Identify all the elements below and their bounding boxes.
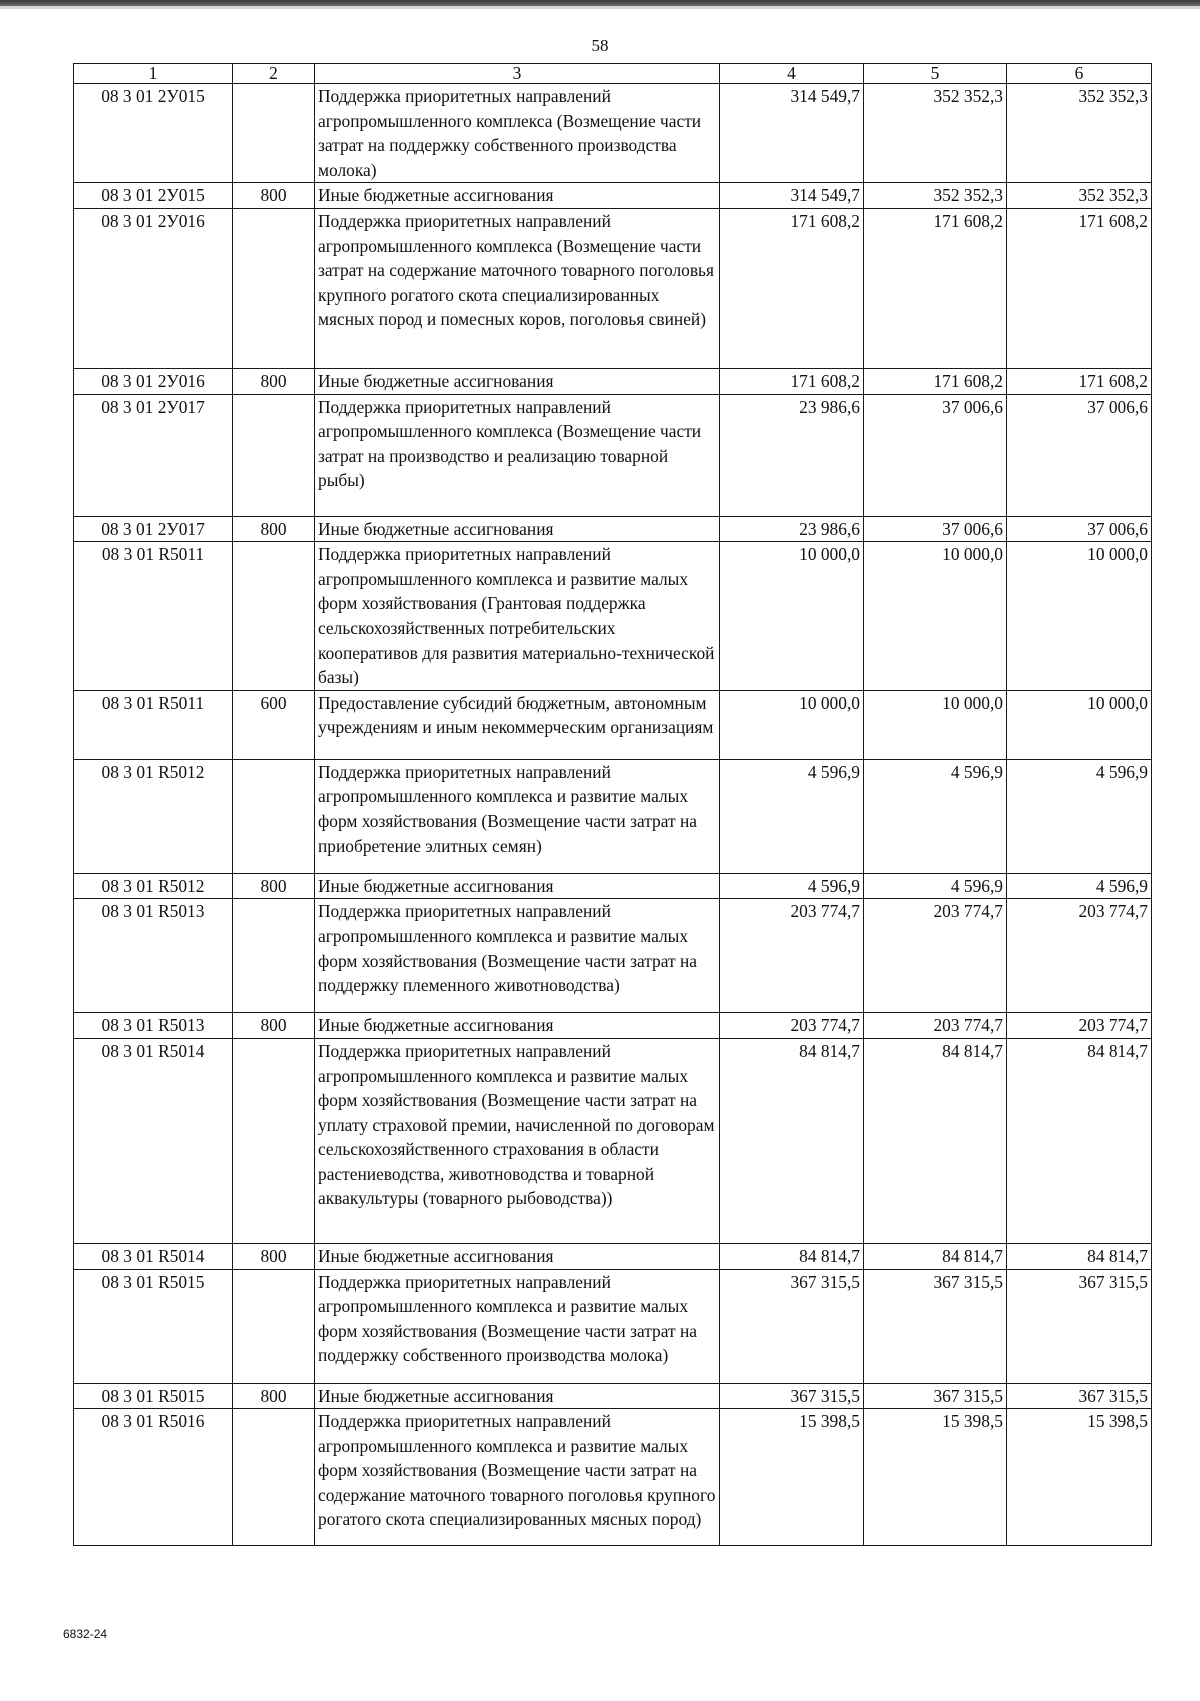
code-cell: 08 3 01 2У016 [74, 368, 233, 394]
amount-col5-cell: 203 774,7 [864, 1013, 1007, 1039]
name-cell: Иные бюджетные ассигнования [315, 1013, 720, 1039]
table-row [74, 84, 1152, 183]
expense-type-cell: 800 [233, 516, 315, 542]
amount-col6-cell: 84 814,7 [1007, 1038, 1152, 1243]
amount-col5-cell: 367 315,5 [864, 1269, 1007, 1383]
amount-col6-cell: 367 315,5 [1007, 1269, 1152, 1383]
code-cell: 08 3 01 R5014 [74, 1038, 233, 1243]
amount-col4-cell: 203 774,7 [720, 899, 864, 1013]
expense-type-cell: 800 [233, 1013, 315, 1039]
expense-type-cell: 800 [233, 1243, 315, 1269]
column-header: 5 [864, 64, 1007, 84]
code-cell: 08 3 01 2У015 [74, 183, 233, 209]
expense-type-cell [233, 1038, 315, 1243]
amount-col6-cell: 352 352,3 [1007, 183, 1152, 209]
amount-col6-cell: 10 000,0 [1007, 542, 1152, 691]
table-row [74, 542, 1152, 691]
amount-col4-cell: 171 608,2 [720, 368, 864, 394]
expense-type-cell: 800 [233, 873, 315, 899]
amount-col4-cell: 314 549,7 [720, 84, 864, 183]
name-cell: Поддержка приоритетных направлений агропромышленного комплекса и развитие малых форм хозяйствования (Возмещение части затрат на содержание маточного товарного поголовья крупного рогатого скота специализированных мясных пород) [315, 1409, 720, 1546]
table-row [74, 183, 1152, 209]
table-row [74, 873, 1152, 899]
amount-col4-cell: 367 315,5 [720, 1383, 864, 1409]
table-row [74, 1409, 1152, 1546]
amount-col5-cell: 203 774,7 [864, 899, 1007, 1013]
code-cell: 08 3 01 R5016 [74, 1409, 233, 1546]
name-cell: Поддержка приоритетных направлений агропромышленного комплекса (Возмещение части затрат на производство и реализацию товарной рыбы) [315, 394, 720, 516]
amount-col5-cell: 367 315,5 [864, 1383, 1007, 1409]
scan-edge-shadow [0, 6, 1200, 9]
name-cell: Поддержка приоритетных направлений агропромышленного комплекса (Возмещение части затрат на поддержку собственного производства молока) [315, 84, 720, 183]
expense-type-cell [233, 84, 315, 183]
name-cell: Иные бюджетные ассигнования [315, 873, 720, 899]
amount-col5-cell: 352 352,3 [864, 84, 1007, 183]
table-row [74, 759, 1152, 873]
amount-col4-cell: 15 398,5 [720, 1409, 864, 1546]
amount-col4-cell: 23 986,6 [720, 516, 864, 542]
budget-table [73, 63, 1152, 1546]
column-header: 4 [720, 64, 864, 84]
name-cell: Предоставление субсидий бюджетным, автономным учреждениям и иным некоммерческим организациям [315, 690, 720, 759]
expense-type-cell [233, 542, 315, 691]
amount-col6-cell: 352 352,3 [1007, 84, 1152, 183]
amount-col5-cell: 4 596,9 [864, 759, 1007, 873]
amount-col4-cell: 4 596,9 [720, 759, 864, 873]
name-cell: Поддержка приоритетных направлений агропромышленного комплекса и развитие малых форм хозяйствования (Грантовая поддержка сельскохозяйственных потребительских кооперативов для развития материально-технической базы) [315, 542, 720, 691]
code-cell: 08 3 01 R5014 [74, 1243, 233, 1269]
amount-col5-cell: 171 608,2 [864, 368, 1007, 394]
expense-type-cell: 800 [233, 1383, 315, 1409]
expense-type-cell [233, 759, 315, 873]
table-row [74, 208, 1152, 368]
code-cell: 08 3 01 R5012 [74, 759, 233, 873]
name-cell: Иные бюджетные ассигнования [315, 516, 720, 542]
column-header: 2 [233, 64, 315, 84]
code-cell: 08 3 01 2У017 [74, 516, 233, 542]
amount-col6-cell: 84 814,7 [1007, 1243, 1152, 1269]
amount-col4-cell: 171 608,2 [720, 208, 864, 368]
amount-col4-cell: 23 986,6 [720, 394, 864, 516]
table-row [74, 690, 1152, 759]
amount-col5-cell: 84 814,7 [864, 1038, 1007, 1243]
page-number: 58 [591, 36, 609, 55]
name-cell: Поддержка приоритетных направлений агропромышленного комплекса и развитие малых форм хозяйствования (Возмещение части затрат на приобретение элитных семян) [315, 759, 720, 873]
expense-type-cell [233, 1269, 315, 1383]
amount-col6-cell: 10 000,0 [1007, 690, 1152, 759]
column-number-row [74, 64, 1152, 84]
amount-col5-cell: 37 006,6 [864, 394, 1007, 516]
amount-col4-cell: 10 000,0 [720, 690, 864, 759]
expense-type-cell: 800 [233, 183, 315, 209]
column-header: 1 [74, 64, 233, 84]
expense-type-cell: 800 [233, 368, 315, 394]
amount-col4-cell: 10 000,0 [720, 542, 864, 691]
table-row [74, 1038, 1152, 1243]
expense-type-cell: 600 [233, 690, 315, 759]
amount-col4-cell: 84 814,7 [720, 1243, 864, 1269]
name-cell: Поддержка приоритетных направлений агропромышленного комплекса (Возмещение части затрат на содержание маточного товарного поголовья крупного рогатого скота специализированных мясных пород и помесных коров, поголовья свиней) [315, 208, 720, 368]
expense-type-cell [233, 394, 315, 516]
amount-col6-cell: 37 006,6 [1007, 516, 1152, 542]
amount-col6-cell: 15 398,5 [1007, 1409, 1152, 1546]
column-header: 6 [1007, 64, 1152, 84]
code-cell: 08 3 01 R5011 [74, 542, 233, 691]
amount-col6-cell: 4 596,9 [1007, 873, 1152, 899]
name-cell: Поддержка приоритетных направлений агропромышленного комплекса и развитие малых форм хозяйствования (Возмещение части затрат на уплату страховой премии, начисленной по договорам сельскохозяйственного страхования в области растениеводства, животноводства и товарной аквакультуры (товарного рыбоводства)) [315, 1038, 720, 1243]
amount-col6-cell: 171 608,2 [1007, 208, 1152, 368]
expense-type-cell [233, 1409, 315, 1546]
amount-col5-cell: 37 006,6 [864, 516, 1007, 542]
amount-col4-cell: 4 596,9 [720, 873, 864, 899]
name-cell: Иные бюджетные ассигнования [315, 1383, 720, 1409]
code-cell: 08 3 01 R5011 [74, 690, 233, 759]
table-body [74, 84, 1152, 1546]
table-row [74, 899, 1152, 1013]
table-row [74, 368, 1152, 394]
code-cell: 08 3 01 R5013 [74, 1013, 233, 1039]
table-row [74, 1269, 1152, 1383]
code-cell: 08 3 01 R5013 [74, 899, 233, 1013]
name-cell: Иные бюджетные ассигнования [315, 368, 720, 394]
document-code: 6832-24 [63, 1627, 108, 1641]
table-row [74, 516, 1152, 542]
table-row [74, 1383, 1152, 1409]
table-row [74, 1243, 1152, 1269]
expense-type-cell [233, 899, 315, 1013]
code-cell: 08 3 01 2У015 [74, 84, 233, 183]
amount-col6-cell: 367 315,5 [1007, 1383, 1152, 1409]
amount-col5-cell: 15 398,5 [864, 1409, 1007, 1546]
amount-col4-cell: 203 774,7 [720, 1013, 864, 1039]
amount-col6-cell: 37 006,6 [1007, 394, 1152, 516]
amount-col6-cell: 203 774,7 [1007, 1013, 1152, 1039]
amount-col5-cell: 4 596,9 [864, 873, 1007, 899]
name-cell: Поддержка приоритетных направлений агропромышленного комплекса и развитие малых форм хозяйствования (Возмещение части затрат на поддержку племенного животноводства) [315, 899, 720, 1013]
table-row [74, 1013, 1152, 1039]
column-header: 3 [315, 64, 720, 84]
amount-col5-cell: 84 814,7 [864, 1243, 1007, 1269]
amount-col5-cell: 10 000,0 [864, 542, 1007, 691]
code-cell: 08 3 01 2У016 [74, 208, 233, 368]
amount-col6-cell: 171 608,2 [1007, 368, 1152, 394]
amount-col6-cell: 4 596,9 [1007, 759, 1152, 873]
code-cell: 08 3 01 R5015 [74, 1269, 233, 1383]
amount-col5-cell: 352 352,3 [864, 183, 1007, 209]
name-cell: Поддержка приоритетных направлений агропромышленного комплекса и развитие малых форм хозяйствования (Возмещение части затрат на поддержку собственного производства молока) [315, 1269, 720, 1383]
amount-col5-cell: 171 608,2 [864, 208, 1007, 368]
expense-type-cell [233, 208, 315, 368]
amount-col4-cell: 84 814,7 [720, 1038, 864, 1243]
amount-col4-cell: 314 549,7 [720, 183, 864, 209]
amount-col5-cell: 10 000,0 [864, 690, 1007, 759]
amount-col6-cell: 203 774,7 [1007, 899, 1152, 1013]
name-cell: Иные бюджетные ассигнования [315, 183, 720, 209]
name-cell: Иные бюджетные ассигнования [315, 1243, 720, 1269]
table-row [74, 394, 1152, 516]
code-cell: 08 3 01 R5015 [74, 1383, 233, 1409]
code-cell: 08 3 01 2У017 [74, 394, 233, 516]
code-cell: 08 3 01 R5012 [74, 873, 233, 899]
amount-col4-cell: 367 315,5 [720, 1269, 864, 1383]
